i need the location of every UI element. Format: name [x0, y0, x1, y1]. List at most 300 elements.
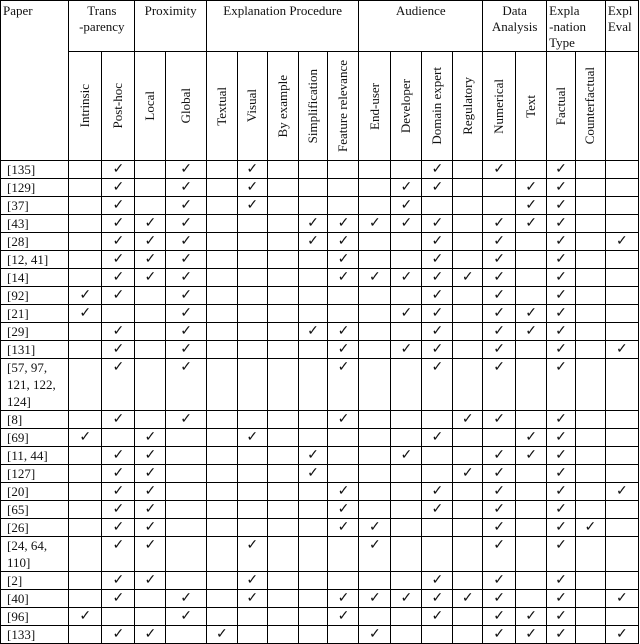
check-icon: ✓: [112, 466, 125, 481]
check-cell: [102, 447, 135, 465]
check-icon: ✓: [400, 448, 413, 463]
empty-cell: [135, 341, 166, 359]
proximity-header: Proximity: [135, 1, 206, 52]
paper-cell: [135]: [1, 161, 69, 179]
check-cell: [359, 537, 391, 572]
check-cell: [483, 233, 516, 251]
empty-cell: [237, 269, 267, 287]
empty-cell: [69, 341, 102, 359]
check-icon: ✓: [180, 162, 192, 177]
paper-header: Paper: [1, 1, 69, 161]
empty-cell: [422, 411, 453, 429]
table-row: [1, 608, 639, 626]
check-cell: [483, 359, 516, 411]
empty-cell: [483, 429, 516, 447]
empty-cell: [328, 287, 359, 305]
empty-cell: [267, 483, 298, 501]
empty-cell: [102, 429, 135, 447]
check-cell: [102, 359, 135, 411]
check-cell: [422, 359, 453, 411]
check-cell: [605, 590, 638, 608]
check-cell: [547, 269, 576, 287]
empty-cell: [267, 287, 298, 305]
check-icon: ✓: [369, 216, 381, 231]
check-icon: ✓: [493, 520, 506, 535]
check-icon: ✓: [525, 180, 538, 195]
check-icon: ✓: [555, 216, 567, 231]
check-icon: ✓: [400, 306, 413, 321]
subheader-counterfactual: Counterfactual: [575, 52, 605, 161]
check-cell: [237, 537, 267, 572]
empty-cell: [422, 537, 453, 572]
check-cell: [422, 483, 453, 501]
check-icon: ✓: [525, 216, 538, 231]
empty-cell: [267, 305, 298, 323]
check-cell: [483, 251, 516, 269]
check-cell: [516, 179, 547, 197]
empty-cell: [206, 608, 237, 626]
check-icon: ✓: [493, 288, 506, 303]
paper-cell: [21]: [1, 305, 69, 323]
check-cell: [166, 161, 207, 179]
check-cell: [328, 483, 359, 501]
check-cell: [547, 429, 576, 447]
check-cell: [422, 323, 453, 341]
empty-cell: [605, 323, 638, 341]
check-icon: ✓: [79, 609, 92, 624]
empty-cell: [69, 411, 102, 429]
check-cell: [135, 537, 166, 572]
check-icon: ✓: [307, 324, 319, 339]
check-cell: [422, 233, 453, 251]
check-icon: ✓: [144, 270, 157, 285]
empty-cell: [605, 305, 638, 323]
subheader-domain-expert: Domain expert: [422, 52, 453, 161]
empty-cell: [453, 251, 483, 269]
table-row: [1, 179, 639, 197]
check-icon: ✓: [112, 502, 125, 517]
empty-cell: [328, 537, 359, 572]
check-icon: ✓: [461, 412, 474, 427]
check-icon: ✓: [400, 216, 413, 231]
check-icon: ✓: [461, 466, 474, 481]
check-icon: ✓: [493, 538, 506, 553]
empty-cell: [298, 429, 328, 447]
check-icon: ✓: [246, 573, 259, 588]
subheader-developer: Developer: [391, 52, 422, 161]
empty-cell: [391, 429, 422, 447]
empty-cell: [516, 537, 547, 572]
empty-cell: [359, 411, 391, 429]
check-cell: [237, 429, 267, 447]
empty-cell: [206, 483, 237, 501]
check-cell: [483, 447, 516, 465]
empty-cell: [605, 429, 638, 447]
check-cell: [391, 179, 422, 197]
check-icon: ✓: [493, 162, 506, 177]
check-cell: [102, 537, 135, 572]
check-icon: ✓: [493, 609, 506, 624]
check-icon: ✓: [307, 234, 319, 249]
empty-cell: [575, 197, 605, 215]
check-icon: ✓: [112, 448, 125, 463]
check-icon: ✓: [112, 412, 125, 427]
check-icon: ✓: [431, 252, 444, 267]
empty-cell: [69, 269, 102, 287]
empty-cell: [206, 572, 237, 590]
check-icon: ✓: [525, 198, 538, 213]
check-cell: [135, 447, 166, 465]
check-icon: ✓: [431, 360, 444, 375]
check-icon: ✓: [493, 234, 506, 249]
check-cell: [328, 501, 359, 519]
check-icon: ✓: [493, 627, 506, 642]
empty-cell: [516, 411, 547, 429]
paper-cell: [92]: [1, 287, 69, 305]
check-cell: [166, 341, 207, 359]
check-icon: ✓: [144, 430, 157, 445]
check-icon: ✓: [180, 342, 192, 357]
empty-cell: [69, 590, 102, 608]
check-icon: ✓: [112, 573, 125, 588]
empty-cell: [516, 269, 547, 287]
check-cell: [483, 341, 516, 359]
check-cell: [547, 411, 576, 429]
table-row: [1, 233, 639, 251]
check-icon: ✓: [493, 216, 506, 231]
check-icon: ✓: [112, 324, 125, 339]
paper-cell: [37]: [1, 197, 69, 215]
check-icon: ✓: [493, 360, 506, 375]
check-cell: [453, 411, 483, 429]
check-icon: ✓: [246, 162, 259, 177]
check-icon: ✓: [555, 162, 567, 177]
subheader-textual: Textual: [206, 52, 237, 161]
check-icon: ✓: [180, 270, 192, 285]
empty-cell: [359, 501, 391, 519]
paper-cell: [14]: [1, 269, 69, 287]
check-cell: [69, 429, 102, 447]
check-icon: ✓: [431, 591, 444, 606]
empty-cell: [453, 341, 483, 359]
empty-cell: [237, 323, 267, 341]
empty-cell: [605, 519, 638, 537]
check-icon: ✓: [493, 270, 506, 285]
empty-cell: [298, 411, 328, 429]
check-icon: ✓: [555, 412, 567, 427]
empty-cell: [69, 359, 102, 411]
table-row: [1, 590, 639, 608]
empty-cell: [267, 411, 298, 429]
empty-cell: [359, 483, 391, 501]
check-icon: ✓: [144, 502, 157, 517]
empty-cell: [267, 608, 298, 626]
group-header-row: [1, 1, 639, 52]
check-icon: ✓: [493, 573, 506, 588]
empty-cell: [605, 215, 638, 233]
empty-cell: [206, 359, 237, 411]
empty-cell: [69, 447, 102, 465]
empty-cell: [298, 501, 328, 519]
check-icon: ✓: [112, 484, 125, 499]
check-cell: [483, 287, 516, 305]
empty-cell: [69, 572, 102, 590]
empty-cell: [575, 341, 605, 359]
table-row: [1, 305, 639, 323]
check-icon: ✓: [144, 573, 157, 588]
check-cell: [102, 483, 135, 501]
check-icon: ✓: [431, 270, 444, 285]
check-icon: ✓: [431, 502, 444, 517]
check-icon: ✓: [144, 448, 157, 463]
empty-cell: [422, 197, 453, 215]
empty-cell: [605, 161, 638, 179]
check-cell: [483, 323, 516, 341]
check-icon: ✓: [431, 484, 444, 499]
paper-cell: [20]: [1, 483, 69, 501]
check-icon: ✓: [616, 484, 628, 499]
data-analysis-header: Data Analysis: [483, 1, 547, 52]
check-cell: [483, 519, 516, 537]
empty-cell: [267, 626, 298, 644]
empty-cell: [267, 179, 298, 197]
empty-cell: [516, 590, 547, 608]
empty-cell: [237, 305, 267, 323]
check-icon: ✓: [493, 306, 506, 321]
empty-cell: [267, 269, 298, 287]
empty-cell: [69, 465, 102, 483]
empty-cell: [359, 323, 391, 341]
check-icon: ✓: [144, 520, 157, 535]
paper-cell: [2]: [1, 572, 69, 590]
check-icon: ✓: [400, 198, 413, 213]
check-cell: [69, 287, 102, 305]
check-cell: [328, 590, 359, 608]
check-cell: [547, 359, 576, 411]
check-icon: ✓: [525, 324, 538, 339]
paper-cell: [26]: [1, 519, 69, 537]
table-row: [1, 501, 639, 519]
check-cell: [391, 305, 422, 323]
check-cell: [166, 269, 207, 287]
empty-cell: [575, 359, 605, 411]
empty-cell: [391, 483, 422, 501]
check-icon: ✓: [555, 627, 567, 642]
check-cell: [516, 197, 547, 215]
paper-cell: [96]: [1, 608, 69, 626]
empty-cell: [359, 233, 391, 251]
check-cell: [102, 626, 135, 644]
check-icon: ✓: [180, 591, 192, 606]
empty-cell: [135, 161, 166, 179]
check-icon: ✓: [144, 216, 157, 231]
empty-cell: [359, 305, 391, 323]
empty-cell: [237, 483, 267, 501]
check-icon: ✓: [493, 448, 506, 463]
check-cell: [237, 572, 267, 590]
check-icon: ✓: [307, 216, 319, 231]
check-cell: [483, 590, 516, 608]
empty-cell: [516, 465, 547, 483]
check-icon: ✓: [180, 252, 192, 267]
check-cell: [135, 465, 166, 483]
check-cell: [547, 215, 576, 233]
empty-cell: [69, 626, 102, 644]
empty-cell: [391, 287, 422, 305]
table-row: [1, 411, 639, 429]
empty-cell: [267, 359, 298, 411]
empty-cell: [483, 197, 516, 215]
check-cell: [605, 483, 638, 501]
empty-cell: [328, 179, 359, 197]
check-cell: [135, 501, 166, 519]
empty-cell: [206, 590, 237, 608]
table-row: [1, 215, 639, 233]
paper-cell: [40]: [1, 590, 69, 608]
check-cell: [422, 287, 453, 305]
check-icon: ✓: [525, 448, 538, 463]
empty-cell: [453, 359, 483, 411]
empty-cell: [328, 429, 359, 447]
check-icon: ✓: [493, 342, 506, 357]
check-icon: ✓: [337, 324, 350, 339]
check-icon: ✓: [584, 520, 597, 535]
empty-cell: [359, 465, 391, 483]
empty-cell: [206, 179, 237, 197]
check-cell: [547, 305, 576, 323]
check-cell: [422, 251, 453, 269]
empty-cell: [605, 501, 638, 519]
check-cell: [516, 323, 547, 341]
check-cell: [483, 411, 516, 429]
table-row: [1, 161, 639, 179]
check-icon: ✓: [112, 360, 125, 375]
empty-cell: [237, 251, 267, 269]
empty-cell: [267, 341, 298, 359]
subheader-row: [1, 52, 639, 161]
check-cell: [547, 197, 576, 215]
empty-cell: [605, 447, 638, 465]
empty-cell: [575, 483, 605, 501]
empty-cell: [298, 626, 328, 644]
check-icon: ✓: [215, 627, 228, 642]
empty-cell: [166, 519, 207, 537]
empty-cell: [298, 483, 328, 501]
empty-cell: [391, 537, 422, 572]
empty-cell: [206, 447, 237, 465]
check-cell: [547, 465, 576, 483]
check-icon: ✓: [431, 609, 444, 624]
check-icon: ✓: [555, 466, 567, 481]
check-cell: [422, 572, 453, 590]
empty-cell: [483, 179, 516, 197]
empty-cell: [605, 287, 638, 305]
check-icon: ✓: [337, 502, 350, 517]
empty-cell: [391, 501, 422, 519]
subheader-feature-relevance: Feature relevance: [328, 52, 359, 161]
check-cell: [298, 447, 328, 465]
check-cell: [166, 233, 207, 251]
empty-cell: [391, 411, 422, 429]
empty-cell: [359, 161, 391, 179]
check-cell: [102, 197, 135, 215]
check-cell: [166, 215, 207, 233]
check-cell: [166, 411, 207, 429]
check-icon: ✓: [112, 216, 125, 231]
empty-cell: [298, 161, 328, 179]
check-cell: [453, 590, 483, 608]
check-icon: ✓: [337, 216, 350, 231]
check-cell: [422, 608, 453, 626]
check-icon: ✓: [180, 324, 192, 339]
check-icon: ✓: [400, 180, 413, 195]
check-cell: [391, 269, 422, 287]
check-icon: ✓: [431, 573, 444, 588]
table-row: [1, 537, 639, 572]
check-icon: ✓: [555, 538, 567, 553]
empty-cell: [605, 359, 638, 411]
check-cell: [69, 305, 102, 323]
empty-cell: [605, 269, 638, 287]
explanation-type-header: Expla -nation Type: [547, 1, 606, 52]
empty-cell: [237, 501, 267, 519]
paper-cell: [57, 97, 121, 122, 124]: [1, 359, 69, 411]
check-icon: ✓: [337, 252, 350, 267]
check-icon: ✓: [180, 306, 192, 321]
empty-cell: [605, 537, 638, 572]
check-cell: [135, 626, 166, 644]
empty-cell: [69, 483, 102, 501]
empty-cell: [166, 465, 207, 483]
check-cell: [237, 161, 267, 179]
check-icon: ✓: [431, 306, 444, 321]
check-cell: [328, 269, 359, 287]
empty-cell: [391, 251, 422, 269]
check-cell: [453, 465, 483, 483]
check-icon: ✓: [337, 591, 350, 606]
table-row: [1, 447, 639, 465]
empty-cell: [359, 429, 391, 447]
table-row: [1, 359, 639, 411]
subheader-global: Global: [166, 52, 207, 161]
empty-cell: [453, 233, 483, 251]
empty-cell: [267, 501, 298, 519]
check-cell: [102, 341, 135, 359]
check-cell: [328, 608, 359, 626]
check-icon: ✓: [431, 324, 444, 339]
table-row: [1, 287, 639, 305]
check-cell: [516, 626, 547, 644]
check-icon: ✓: [337, 520, 350, 535]
check-icon: ✓: [555, 430, 567, 445]
check-icon: ✓: [555, 484, 567, 499]
empty-cell: [298, 341, 328, 359]
empty-cell: [422, 626, 453, 644]
empty-cell: [267, 465, 298, 483]
empty-cell: [102, 608, 135, 626]
empty-cell: [359, 359, 391, 411]
check-icon: ✓: [555, 591, 567, 606]
check-icon: ✓: [307, 466, 319, 481]
subheader-visual: Visual: [237, 52, 267, 161]
empty-cell: [453, 323, 483, 341]
empty-cell: [69, 537, 102, 572]
empty-cell: [359, 287, 391, 305]
paper-cell: [131]: [1, 341, 69, 359]
empty-cell: [102, 305, 135, 323]
paper-cell: [24, 64, 110]: [1, 537, 69, 572]
check-icon: ✓: [112, 342, 125, 357]
